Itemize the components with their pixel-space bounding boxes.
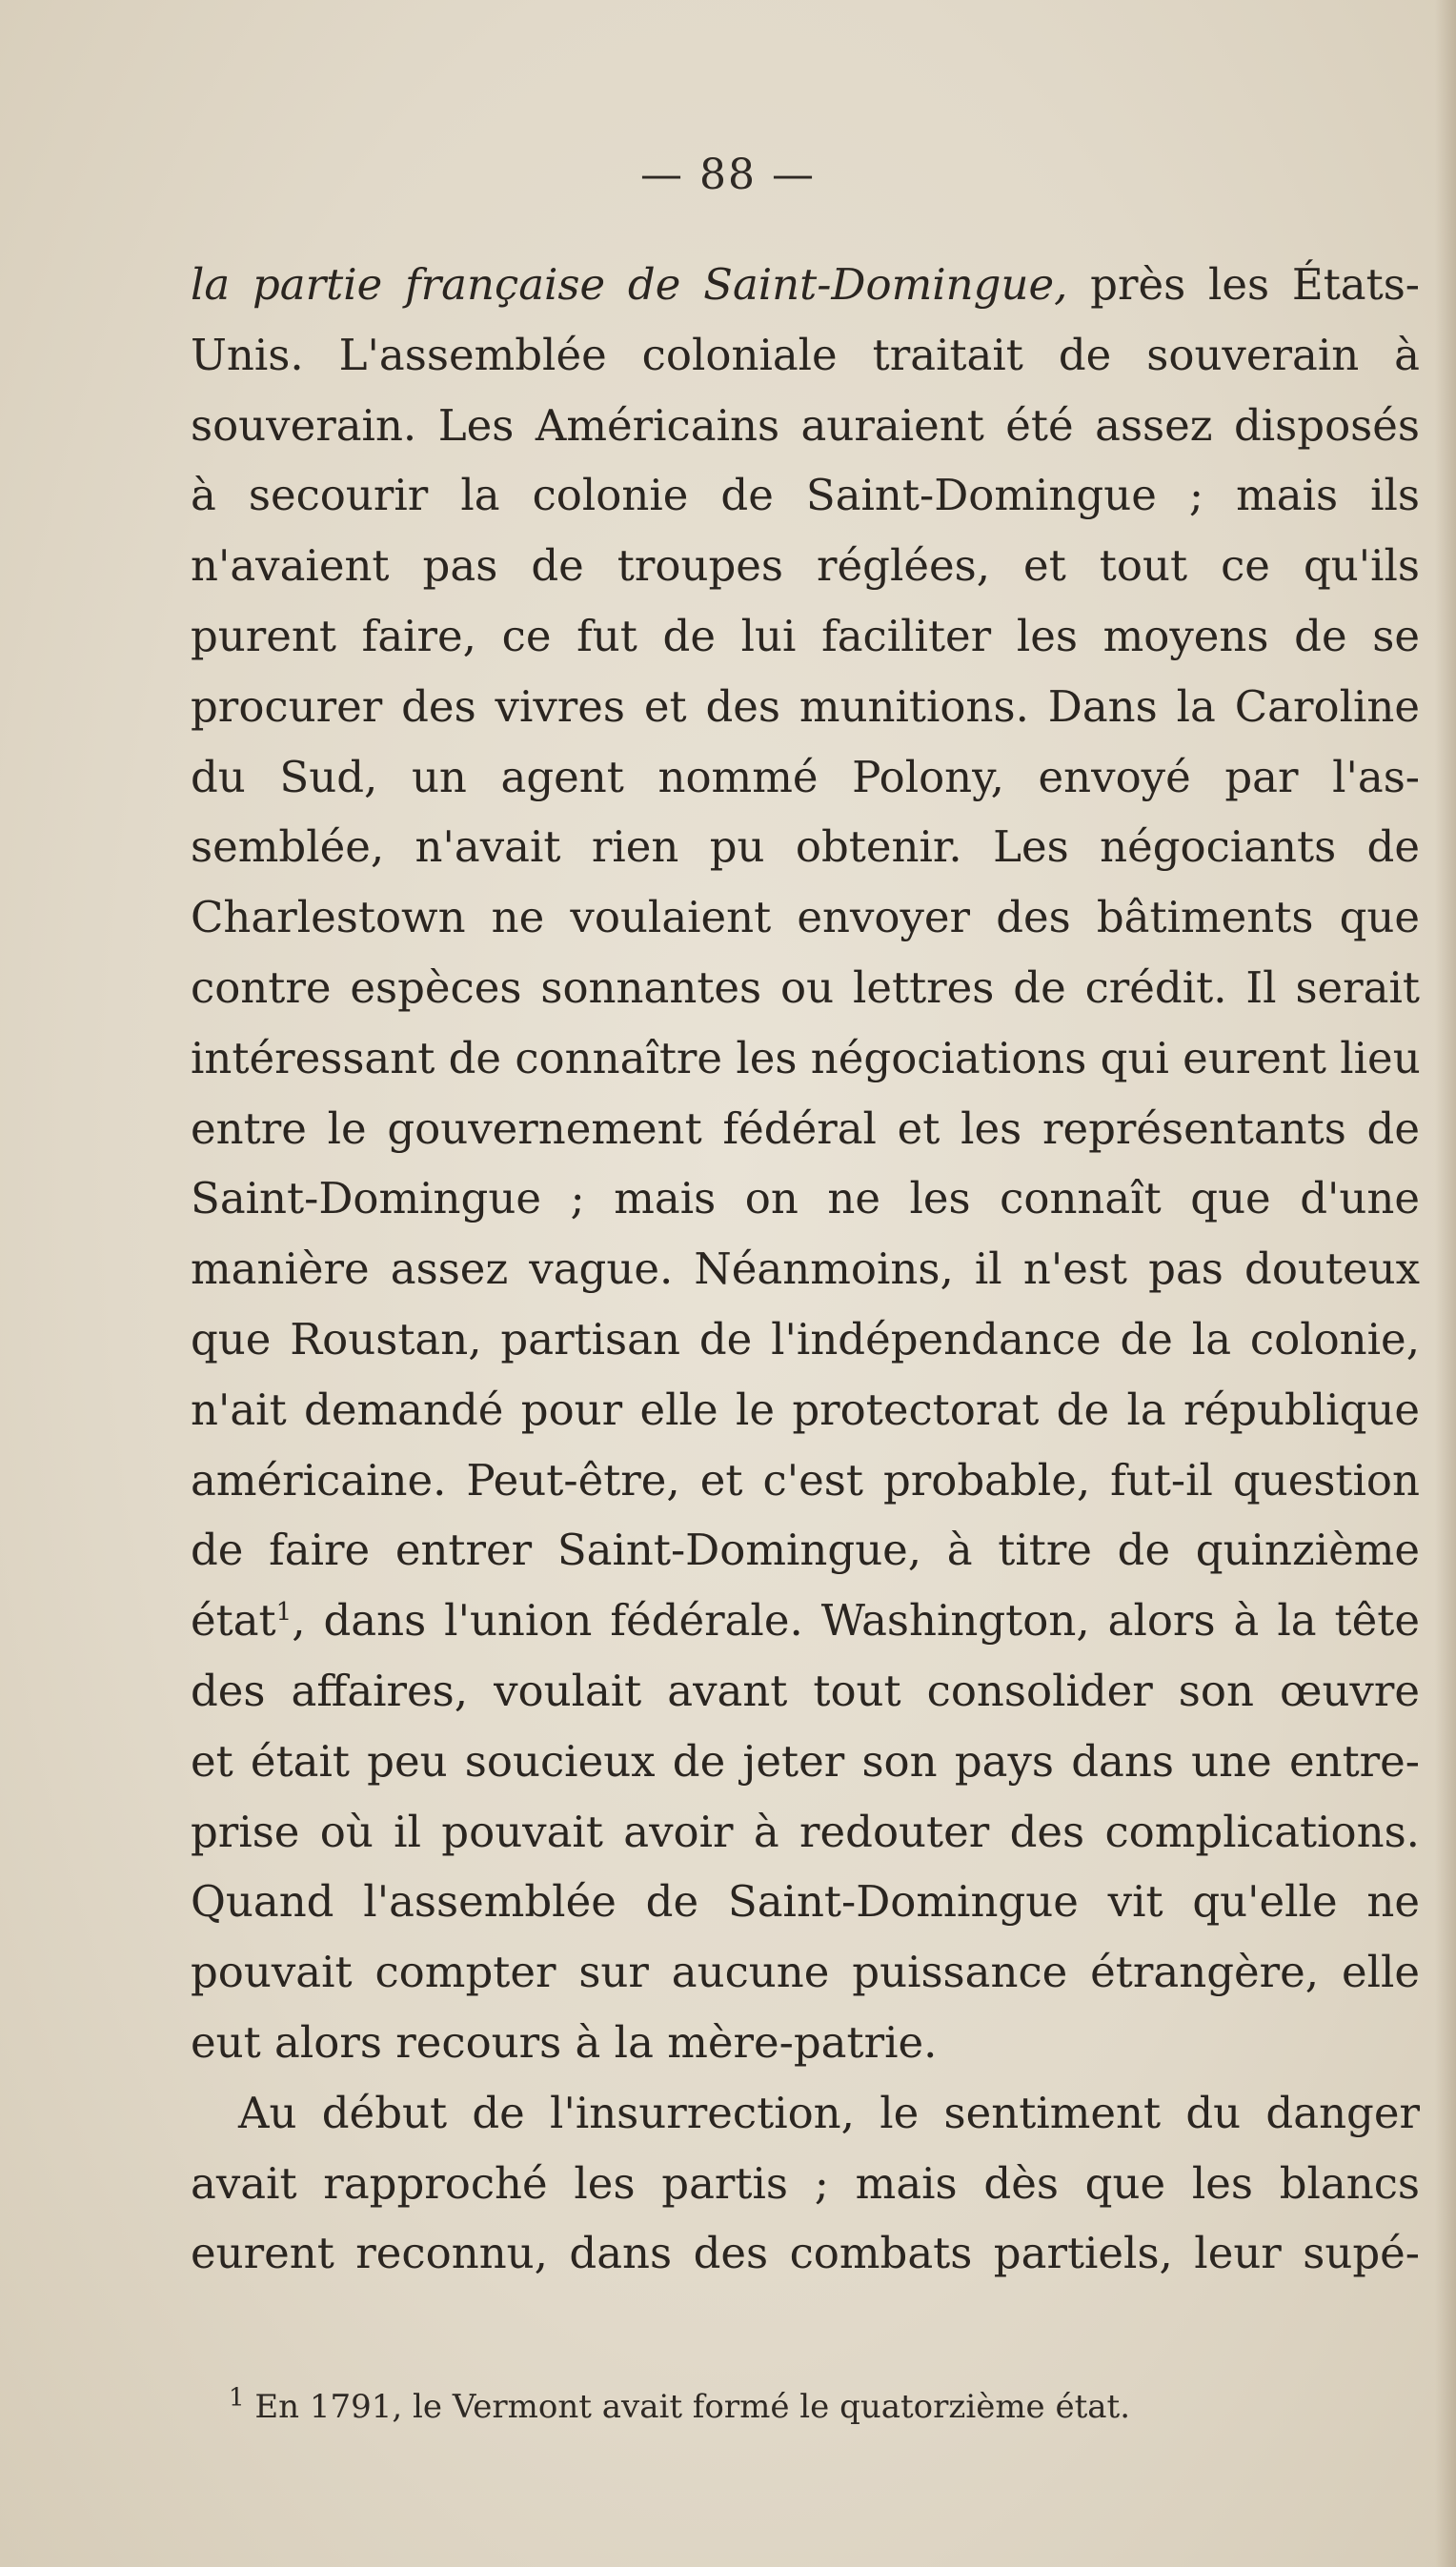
text-line: que Roustan, partisan de l'indépendance de la colonie, — [191, 1313, 1420, 1364]
footnote-mark: 1 — [229, 2383, 245, 2413]
text-line: souverain. Les Américains auraient été assez disposés — [191, 399, 1420, 451]
paragraph-start-line: Au début de l'insurrection, le sentiment du danger — [238, 2087, 1420, 2138]
text-line: avait rapproché les partis ; mais dès que les blancs — [191, 2157, 1420, 2209]
text-line: procurer des vivres et des munitions. Dans la Caroline — [191, 680, 1420, 732]
text-line: Unis. L'assemblée coloniale traitait de souverain à — [191, 329, 1420, 380]
text-line: Saint-Domingue ; mais on ne les connaît que d'une — [191, 1173, 1420, 1224]
text-line-with-footnote — [191, 1586, 1420, 1656]
footnote — [229, 2384, 1372, 2430]
page-number: — 88 — — [640, 151, 816, 199]
text-line: de faire entrer Saint-Domingue, à titre de quinzième — [191, 1525, 1420, 1576]
footnote-reference: 1 — [275, 1598, 293, 1627]
text-line: Quand l'assemblée de Saint-Domingue vit qu'elle ne — [191, 1876, 1420, 1928]
footnote-text: En 1791, le Vermont avait formé le quatorzième état. — [254, 2388, 1131, 2426]
text-line: du Sud, un agent nommé Polony, envoyé par l'as- — [191, 751, 1420, 802]
text-line-1 — [191, 250, 1420, 320]
text-line: n'avaient pas de troupes réglées, et tout ce qu'ils — [191, 540, 1420, 592]
text-line: semblée, n'avait rien pu obtenir. Les négociants de — [191, 821, 1420, 873]
text-line: entre le gouvernement fédéral et les représentants de — [191, 1102, 1420, 1154]
text-line: n'ait demandé pour elle le protectorat de la république — [191, 1384, 1420, 1435]
text-line: eurent reconnu, dans des combats partiels, leur supé- — [191, 2228, 1420, 2279]
footnote-line-after: , dans l'union fédérale. Washington, alors à la tête — [292, 1595, 1420, 1647]
page-edge-shadow — [1435, 0, 1456, 2567]
text-line: pouvait compter sur aucune puissance étrangère, elle — [191, 1947, 1420, 1998]
text-line: et était peu soucieux de jeter son pays dans une entre- — [191, 1735, 1420, 1787]
text-line: contre espèces sonnantes ou lettres de crédit. Il serait — [191, 961, 1420, 1013]
text-line: à secourir la colonie de Saint-Domingue ; mais ils — [191, 470, 1420, 521]
text-line: des affaires, voulait avant tout consolider son œuvre — [191, 1665, 1420, 1716]
text-line: manière assez vague. Néanmoins, il n'est pas douteux — [191, 1243, 1420, 1295]
body-text — [191, 250, 1420, 2289]
italic-phrase: la partie française de Saint-Domingue, — [191, 259, 1068, 310]
footnote-line-before: état — [191, 1595, 276, 1647]
text-line: prise où il pouvait avoir à redouter des complications. — [191, 1806, 1420, 1857]
text-line: américaine. Peut-être, et c'est probable, fut-il question — [191, 1454, 1420, 1506]
text-line: Charlestown ne voulaient envoyer des bâtiments que — [191, 892, 1420, 943]
text-line: intéressant de connaître les négociations qui eurent lieu — [191, 1032, 1421, 1083]
paragraph-end-line: eut alors recours à la mère-patrie. — [191, 2016, 938, 2068]
text-line-1-rest: près les États- — [1067, 259, 1421, 310]
text-line: purent faire, ce fut de lui faciliter les moyens de se — [191, 610, 1420, 661]
